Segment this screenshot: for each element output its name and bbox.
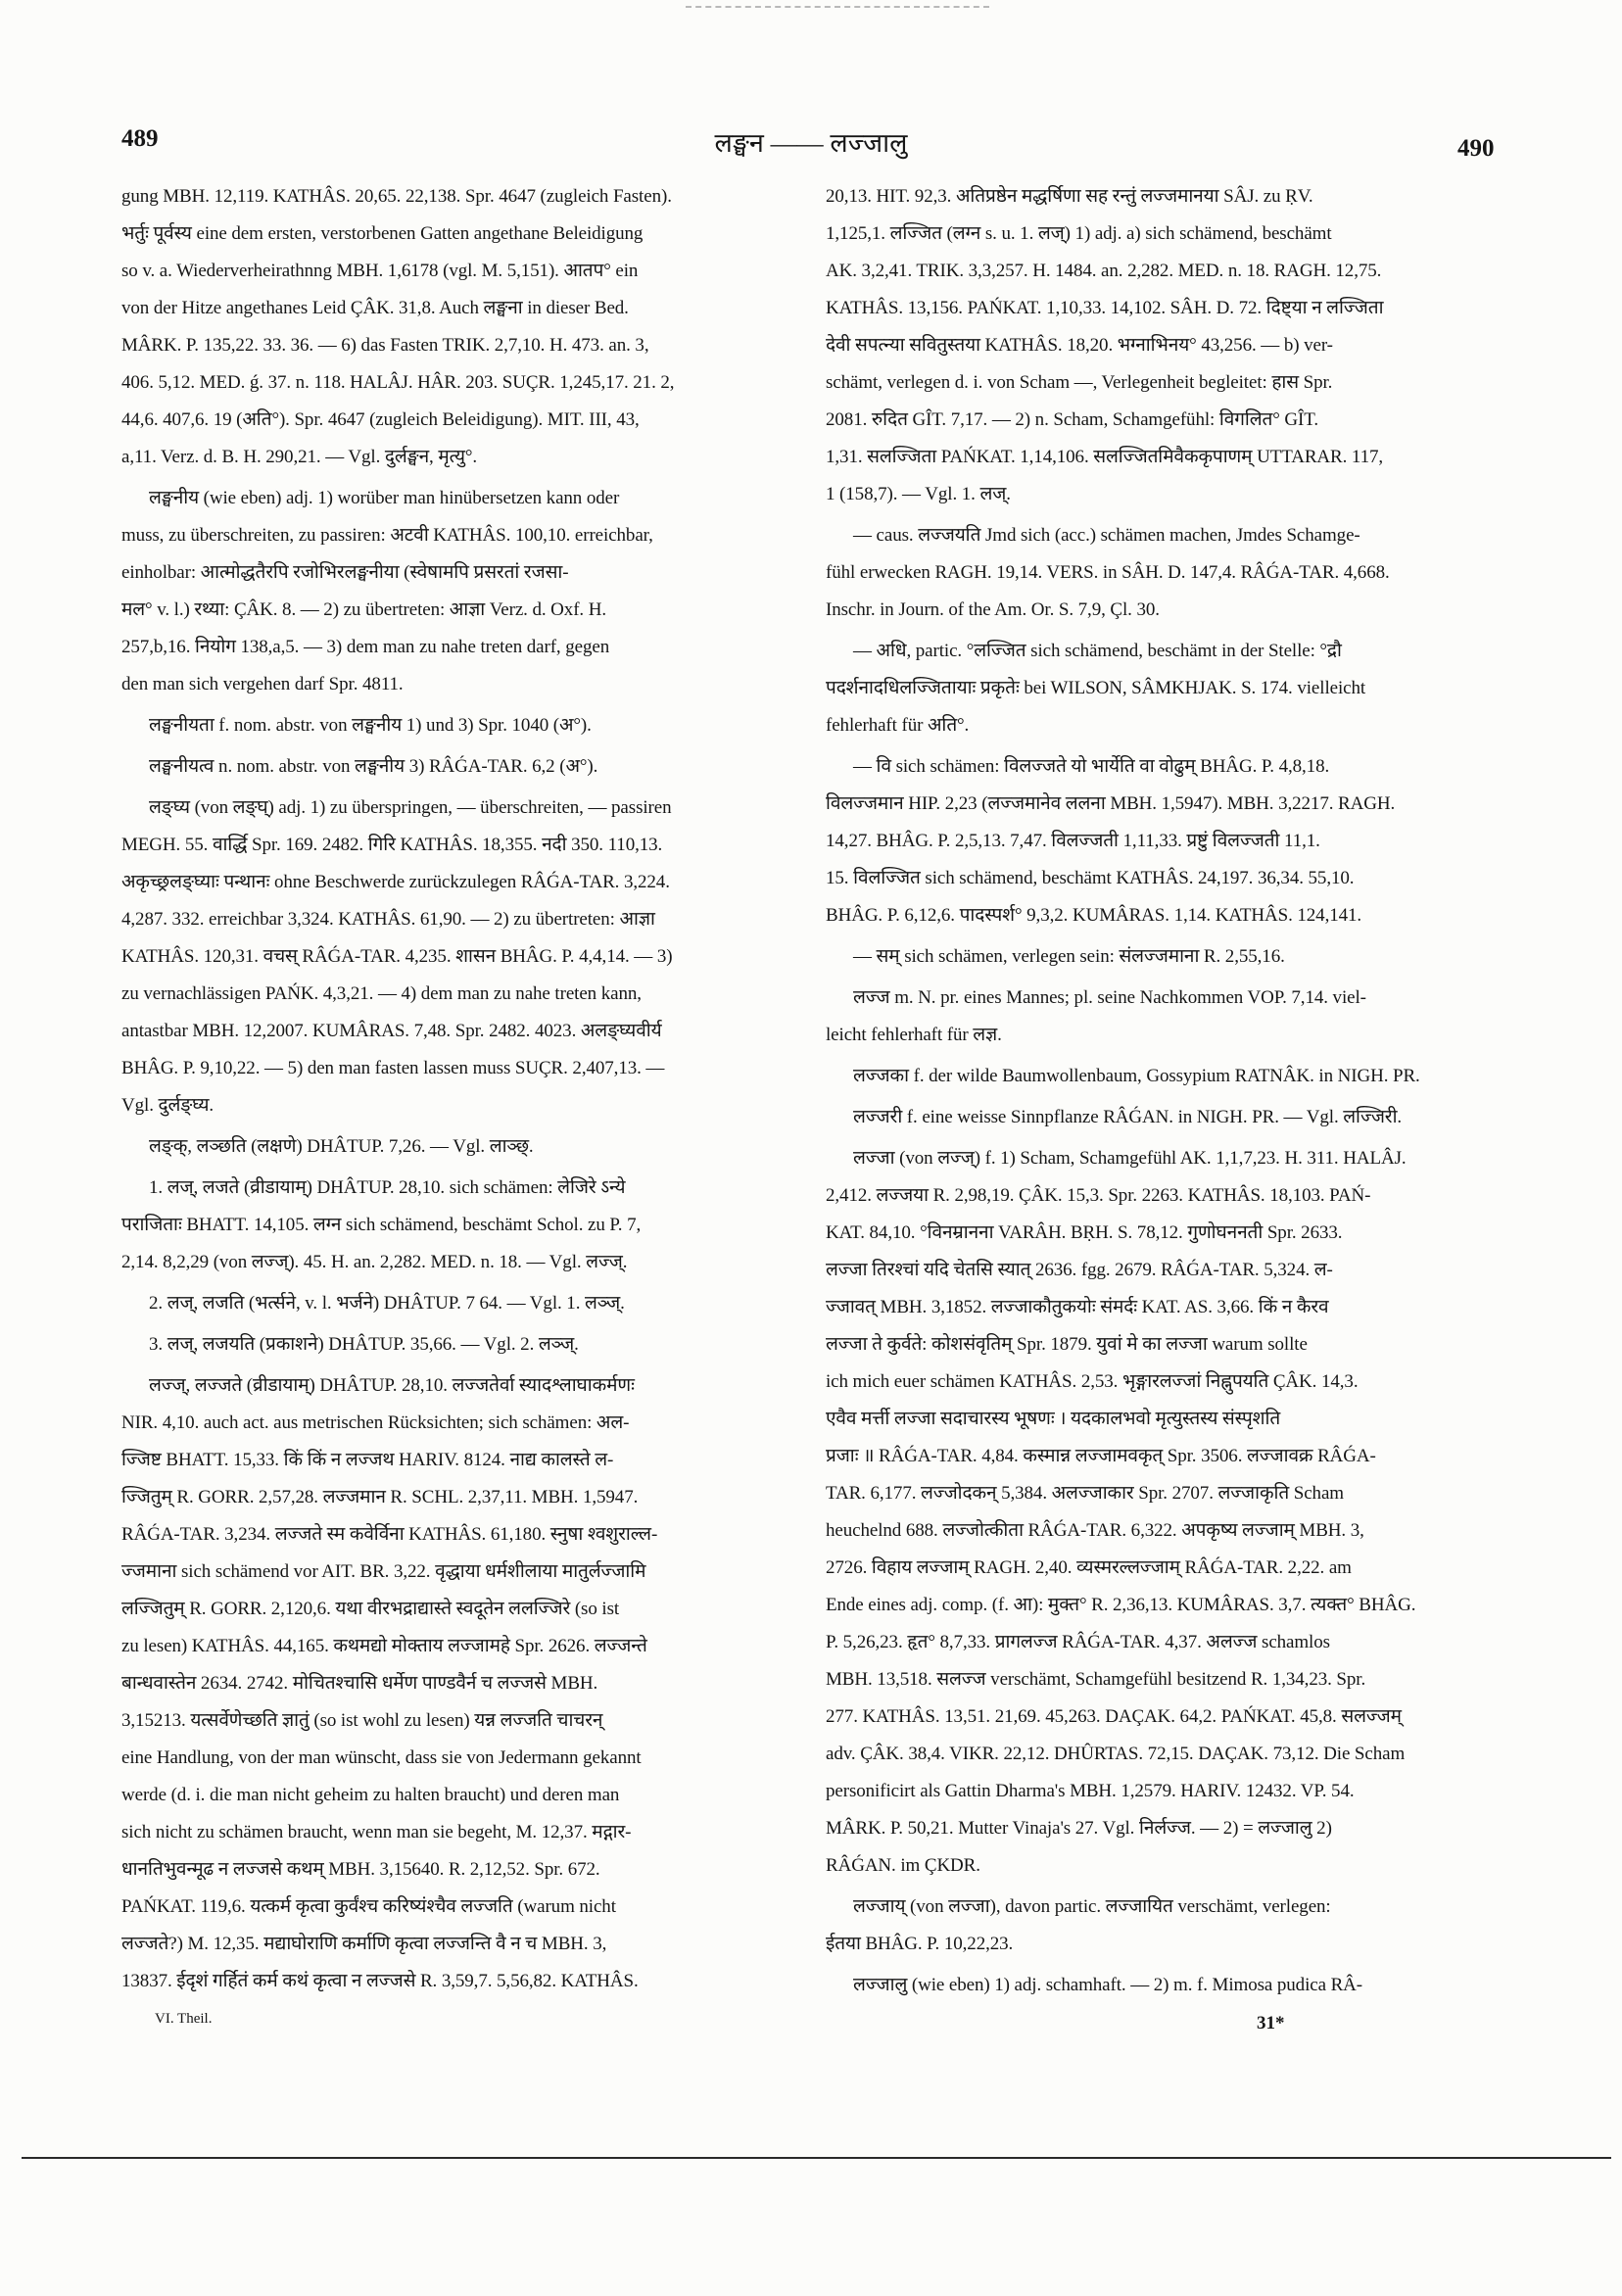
dictionary-entry [121,1128,791,1166]
text-line: BHÂG. P. 6,12,6. पादस्पर्श° 9,3,2. KUMÂRAS. 1,14. KATHÂS. 124,141. [826,905,1362,926]
scan-edge-dash [686,6,989,8]
text-line: a,11. Verz. d. B. H. 290,21. — Vgl. दुर्लङ्घन, मृत्यु°. [121,447,478,467]
text-line: पराजिताः BHATT. 14,105. लग्न sich schämend, beschämt Schol. zu P. 7, [121,1215,642,1235]
text-line: 15. विलज्जित sich schämend, beschämt KATHÂS. 24,197. 36,34. 55,10. [826,868,1355,888]
text-line: schämt, verlegen d. i. von Scham —, Verlegenheit begleitet: हास Spr. [826,372,1333,393]
text-line: देवी सपत्न्या सवितुस्तया KATHÂS. 18,20. भग्नाभिनय° 43,256. — b) ver- [826,335,1333,356]
text-line: ईतया BHÂG. P. 10,22,23. [826,1934,1014,1954]
dictionary-entry [826,1967,1505,2004]
text-line: अकृच्छ्रलङ्घ्याः पन्थानः ohne Beschwerde zurückzulegen RÂǴA-TAR. 3,224. [121,872,670,892]
text-line: लङ्घनीयता f. nom. abstr. von लङ्घनीय 1) und 3) Spr. 1040 (अ°). [149,715,592,736]
text-line: MEGH. 55. वार्द्धि Spr. 169. 2482. गिरि KATHÂS. 18,355. नदी 350. 110,13. [121,835,663,855]
text-line: P. 5,26,23. हृत° 8,7,33. प्रागलज्ज RÂǴA-TAR. 4,37. अलज्ज schamlos [826,1632,1330,1652]
text-line: 2726. विहाय लज्जाम् RAGH. 2,40. व्यस्मरल्लज्जाम् RÂǴA-TAR. 2,22. am [826,1557,1352,1578]
text-line: fehlerhaft für अति°. [826,715,970,736]
text-line: antastbar MBH. 12,2007. KUMÂRAS. 7,48. Spr. 2482. 4023. अलङ्घ्यवीर्य [121,1021,662,1041]
text-line: लज्जा तिरश्चां यदि चेतसि स्यात् 2636. fgg. 2679. RÂǴA-TAR. 5,324. ल- [826,1260,1333,1280]
right-column [826,178,1505,2037]
text-line: लज्जा (von लज्ज्) f. 1) Scham, Schamgefühl AK. 1,1,7,23. H. 311. HALÂJ. [853,1148,1407,1169]
dictionary-entry [121,1285,791,1322]
text-line: personificirt als Gattin Dharma's MBH. 1,2579. HARIV. 12432. VP. 54. [826,1781,1355,1801]
text-line: 14,27. BHÂG. P. 2,5,13. 7,47. विलज्जती 1,11,33. प्रष्टुं विलज्जती 11,1. [826,831,1320,851]
right-column-entries [826,178,1505,2004]
text-line: 44,6. 407,6. 19 (अति°). Spr. 4647 (zugleich Beleidigung). MIT. III, 43, [121,409,640,430]
text-line: 2081. रुदित GÎT. 7,17. — 2) n. Scham, Schamgefühl: विगलित° GÎT. [826,409,1319,430]
text-line: — अधि, partic. °लज्जित sich schämend, beschämt in der Stelle: °द्रौ [853,641,1342,661]
volume-footer: VI. Theil. [155,2011,213,2027]
text-line: zu vernachlässigen PAŃK. 4,3,21. — 4) dem man zu nahe treten kann, [121,983,642,1004]
text-line: लज्ज m. N. pr. eines Mannes; pl. seine Nachkommen VOP. 7,14. viel- [853,987,1366,1008]
sheet-signature: 31* [1257,2013,1285,2033]
text-line: PAŃKAT. 119,6. यत्कर्म कृत्वा कुर्वंश्च करिष्यंश्चैव लज्जति (warum nicht [121,1896,616,1917]
dictionary-entry [826,633,1505,744]
text-line: Inschr. in Journ. of the Am. Or. S. 7,9, Çl. 30. [826,599,1160,620]
text-line: 257,b,16. नियोग 138,a,5. — 3) dem man zu nahe treten darf, gegen [121,637,610,657]
text-line: 4,287. 332. erreichbar 3,324. KATHÂS. 61,90. — 2) zu übertreten: आज्ञा [121,909,655,930]
running-title: लङ्घन —— लज्जालु [714,128,908,158]
text-line: MBH. 13,518. सलज्ज verschämt, Schamgefühl besitzend R. 1,34,23. Spr. [826,1669,1366,1690]
text-line: लङ्क्, लञ्छति (लक्षणे) DHÂTUP. 7,26. — Vgl. लाञ्छ्. [149,1136,534,1157]
text-line: RÂǴA-TAR. 3,234. लज्जते स्म कवेर्विना KATHÂS. 61,180. स्नुषा श्वशुराल्ल- [121,1524,658,1545]
dictionary-entry [826,517,1505,629]
text-line: leicht fehlerhaft für लज्ञ. [826,1025,1002,1045]
text-line: gung MBH. 12,119. KATHÂS. 20,65. 22,138. Spr. 4647 (zugleich Fasten). [121,186,672,207]
bottom-rule [22,2157,1611,2159]
text-line: लज्जाय् (von लज्जा), davon partic. लज्जायित verschämt, verlegen: [853,1896,1331,1917]
text-line: KATHÂS. 13,156. PAŃKAT. 1,10,33. 14,102. SÂH. D. 72. दिष्ट्या न लज्जिता [826,298,1384,318]
text-line: लज्जा ते कुर्वते: कोशसंवृतिम् Spr. 1879. युवां मे का लज्जा warum sollte [826,1334,1308,1355]
left-column-entries [121,178,791,2000]
text-line: AK. 3,2,41. TRIK. 3,3,257. H. 1484. an. 2,282. MED. n. 18. RAGH. 12,75. [826,261,1382,281]
text-line: RÂǴAN. im ÇKDR. [826,1855,980,1876]
dictionary-entry [121,1367,791,2000]
text-line: लङ्घ्य (von लङ्घ्) adj. 1) zu überspringen, — überschreiten, — passiren [149,797,672,818]
text-line: 1 (158,7). — Vgl. 1. लज्. [826,484,1011,504]
dictionary-entry [826,980,1505,1054]
text-line: 2,412. लज्जया R. 2,98,19. ÇÂK. 15,3. Spr. 2263. KATHÂS. 18,103. PAŃ- [826,1185,1371,1206]
text-line: ich mich euer schämen KATHÂS. 2,53. भृङ्गारलज्जां निह्नुपयति ÇÂK. 14,3. [826,1371,1359,1392]
text-line: एवैव मर्त्ती लज्जा सदाचारस्य भूषणः । यदकालभवो मृत्युस्तस्य संस्पृशति [826,1409,1281,1429]
text-line: NIR. 4,10. auch act. aus metrischen Rücksichten; sich schämen: अल- [121,1412,630,1433]
text-line: 277. KATHÂS. 13,51. 21,69. 45,263. DAÇAK. 64,2. PAŃKAT. 45,8. सलज्जम् [826,1706,1402,1727]
text-line: लङ्घनीयत्व n. nom. abstr. von लङ्घनीय 3) RÂǴA-TAR. 6,2 (अ°). [149,756,598,777]
text-line: sich nicht zu schämen braucht, wenn man sie begeht, M. 12,37. मद्गार- [121,1822,632,1842]
text-line: 2. लज्, लजति (भर्त्सने, v. l. भर्जने) DHÂTUP. 7 64. — Vgl. 1. लञ्ज्. [149,1293,625,1314]
text-line: ज्जितुम् R. GORR. 2,57,28. लज्जमान R. SCHL. 2,37,11. MBH. 1,5947. [121,1487,639,1507]
text-line: प्रजाः ॥ RÂǴA-TAR. 4,84. कस्मान्न लज्जामवकृत् Spr. 3506. लज्जावक्र RÂǴA- [826,1446,1376,1466]
dictionary-entry [121,1170,791,1281]
text-line: 3,15213. यत्सर्वेणेच्छति ज्ञातुं (so ist wohl zu lesen) यन्न लज्जति चाचरन् [121,1710,603,1731]
dictionary-entry [826,748,1505,934]
text-line: 13837. ईदृशं गर्हितं कर्म कथं कृत्वा न लज्जसे R. 3,59,7. 5,56,82. KATHÂS. [121,1971,639,1991]
text-line: 1,125,1. लज्जित (लग्न s. u. 1. लज्) 1) adj. a) sich schämend, beschämt [826,223,1332,244]
text-line: adv. ÇÂK. 38,4. VIKR. 22,12. DHÛRTAS. 72,15. DAÇAK. 73,12. Die Scham [826,1744,1406,1764]
text-line: 406. 5,12. MED. ǵ. 37. n. 118. HALÂJ. HÂR. 203. SUÇR. 1,245,17. 21. 2, [121,372,675,393]
dictionary-entry [121,480,791,703]
text-line: zu lesen) KATHÂS. 44,165. कथमद्यो मोक्ताय लज्जामहे Spr. 2626. लज्जन्ते [121,1636,647,1656]
text-line: KAT. 84,10. °विनम्रानना VARÂH. BṚH. S. 78,12. गुणोघननती Spr. 2633. [826,1222,1343,1243]
text-line: लज्जका f. der wilde Baumwollenbaum, Gossypium RATNÂK. in NIGH. PR. [853,1066,1420,1086]
page-number-left: 489 [121,125,159,152]
dictionary-entry [121,178,791,476]
text-line: heuchelnd 688. लज्जोत्कीता RÂǴA-TAR. 6,322. अपकृष्य लज्जाम् MBH. 3, [826,1520,1364,1541]
dictionary-entry [826,1099,1505,1136]
dictionary-entry [826,178,1505,513]
text-line: मल° v. l.) रथ्या: ÇÂK. 8. — 2) zu übertreten: आज्ञा Verz. d. Oxf. H. [121,599,607,620]
dictionary-entry [826,1140,1505,1885]
dictionary-entry [121,748,791,786]
text-line: पदर्शनादधिलज्जितायाः प्रकृतेः bei WILSON, SÂMKHJAK. S. 174. vielleicht [826,678,1366,698]
text-line: ज्जावत् MBH. 3,1852. लज्जाकौतुकयोः संमर्दः KAT. AS. 3,66. किं न कैरव [826,1297,1329,1317]
text-line: fühl erwecken RAGH. 19,14. VERS. in SÂH. D. 147,4. RÂǴA-TAR. 4,668. [826,562,1390,583]
dictionary-entry [826,938,1505,976]
text-line: 20,13. HIT. 92,3. अतिप्रष्ठेन मद्धर्षिणा सह रन्तुं लज्जमानया SÂJ. zu ṚV. [826,186,1313,207]
text-line: भर्तुः पूर्वस्य eine dem ersten, verstorbenen Gatten angethane Beleidigung [121,223,644,244]
text-line: 1,31. सलज्जिता PAŃKAT. 1,14,106. सलज्जितमिवैककृपाणम् UTTARAR. 117, [826,447,1384,467]
text-line: — caus. लज्जयति Jmd sich (acc.) schämen machen, Jmdes Schamge- [853,525,1360,546]
text-line: Ende eines adj. comp. (f. आ): मुक्त° R. 2,36,13. KUMÂRAS. 3,7. त्यक्त° BHÂG. [826,1595,1416,1615]
text-line: लज्जालु (wie eben) 1) adj. schamhaft. — 2) m. f. Mimosa pudica RÂ- [853,1975,1363,1995]
text-line: लङ्घनीय (wie eben) adj. 1) worüber man hinübersetzen kann oder [149,488,620,508]
text-line: ज्जमाना sich schämend vor AIT. BR. 3,22. वृद्धाया धर्मशीलाया मातुर्लज्जामि [121,1561,646,1582]
text-line: TAR. 6,177. लज्जोदकन् 5,384. अलज्जाकार Spr. 2707. लज्जाकृति Scham [826,1483,1344,1504]
text-line: — वि sich schämen: विलज्जते यो भार्येति वा वोढुम् BHÂG. P. 4,8,18. [853,756,1330,777]
text-line: धानतिभुवन्मूढ न लज्जसे कथम् MBH. 3,15640. R. 2,12,52. Spr. 672. [121,1859,600,1880]
dictionary-entry [826,1889,1505,1963]
text-line: ज्जिष्ट BHATT. 15,33. किं किं न लज्जथ HARIV. 8124. नाद्य कालस्ते ल- [121,1450,614,1470]
dictionary-entry [826,1058,1505,1095]
text-line: 3. लज्, लजयति (प्रकाशने) DHÂTUP. 35,66. — Vgl. 2. लञ्ज्. [149,1334,579,1355]
text-line: muss, zu überschreiten, zu passiren: अटवी KATHÂS. 100,10. erreichbar, [121,525,653,546]
text-line: — सम् sich schämen, verlegen sein: संलज्जमाना R. 2,55,16. [853,946,1285,967]
text-line: KATHÂS. 120,31. वचस् RÂǴA-TAR. 4,235. शासन BHÂG. P. 4,4,14. — 3) [121,946,673,967]
text-line: den man sich vergehen darf Spr. 4811. [121,674,404,694]
text-line: लज्जते?) M. 12,35. मद्याघोराणि कर्माणि कृत्वा लज्जन्ति वै न च MBH. 3, [121,1934,607,1954]
text-line: MÂRK. P. 135,22. 33. 36. — 6) das Fasten TRIK. 2,7,10. H. 473. an. 3, [121,335,649,356]
dictionary-entry [121,789,791,1124]
text-line: werde (d. i. die man nicht geheim zu halten braucht) und deren man [121,1785,620,1805]
text-line: Vgl. दुर्लङ्घ्य. [121,1095,215,1116]
text-line: BHÂG. P. 9,10,22. — 5) den man fasten lassen muss SUÇR. 2,407,13. — [121,1058,665,1078]
text-line: eine Handlung, von der man wünscht, dass sie von Jedermann gekannt [121,1747,642,1768]
text-line: 2,14. 8,2,29 (von लज्ज्). 45. H. an. 2,282. MED. n. 18. — Vgl. लज्ज्. [121,1252,628,1272]
dictionary-entry [121,707,791,744]
text-line: विलज्जमान HIP. 2,23 (लज्जमानेव ललना MBH. 1,5947). MBH. 3,2217. RAGH. [826,793,1396,814]
text-line: so v. a. Wiederverheirathnng MBH. 1,6178 (vgl. M. 5,151). आतप° ein [121,261,639,281]
text-line: 1. लज्, लजते (व्रीडायाम्) DHÂTUP. 28,10. sich schämen: लेजिरे ऽन्ये [149,1177,626,1198]
left-column [121,178,791,2032]
text-line: einholbar: आत्मोद्धतैरपि रजोभिरलङ्घनीया (स्वेषामपि प्रसरतां रजसा- [121,562,569,583]
text-line: लज्ज्, लज्जते (व्रीडायाम्) DHÂTUP. 28,10. लज्जतेर्वा स्यादश्लाघाकर्मणः [149,1375,635,1396]
dictionary-entry [121,1326,791,1363]
text-line: लज्जितुम् R. GORR. 2,120,6. यथा वीरभद्राद्यास्ते स्वदूतेन ललज्जिरे (so ist [121,1599,620,1619]
page-number-right: 490 [1457,135,1495,162]
text-line: बान्धवास्तेन 2634. 2742. मोचितश्चासि धर्मेण पाण्डवैर्न च लज्जसे MBH. [121,1673,598,1694]
text-line: लज्जरी f. eine weisse Sinnpflanze RÂǴAN. in NIGH. PR. — Vgl. लज्जिरी. [853,1107,1403,1127]
text-line: von der Hitze angethanes Leid ÇÂK. 31,8. Auch लङ्घना in dieser Bed. [121,298,629,318]
text-line: MÂRK. P. 50,21. Mutter Vinaja's 27. Vgl. निर्लज्ज. — 2) = लज्जालु 2) [826,1818,1332,1839]
